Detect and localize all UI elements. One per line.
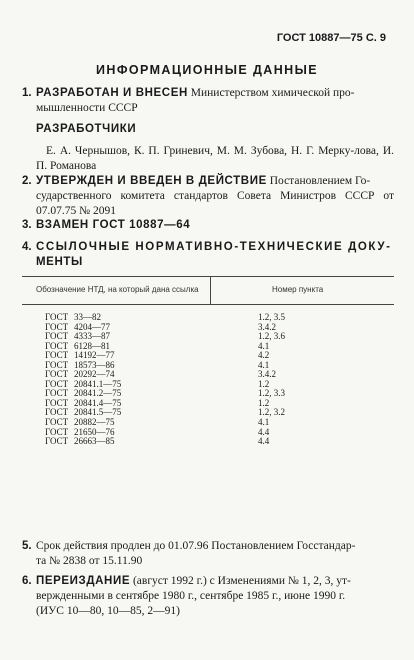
gost-prefix: ГОСТ — [45, 350, 69, 361]
table-row-item: 4.4 — [258, 436, 270, 447]
gost-prefix: ГОСТ — [45, 369, 69, 380]
table-row-item: 1.2, 3.5 — [258, 312, 285, 322]
gost-prefix: ГОСТ — [45, 359, 69, 370]
gost-prefix: ГОСТ — [45, 331, 69, 342]
section-2-number: 2. — [22, 175, 32, 187]
section-1-number: 1. — [22, 87, 32, 99]
doc-number: 4204—77 — [74, 321, 110, 332]
section-6-heading: ПЕРЕИЗДАНИЕ — [36, 575, 131, 587]
table-row-item: 3.4.2 — [258, 321, 276, 332]
section-5-text: Срок действия продлен до 01.07.96 Постановлением Госстандар- — [36, 540, 356, 552]
section-2 — [22, 174, 394, 219]
section-2-text: Постановлением Го- — [266, 175, 371, 187]
table-col-item — [258, 313, 285, 447]
table-row-item: 1.2, 3.3 — [258, 388, 285, 399]
section-6-continuation: вержденными в сентябре 1980 г., сентябре 1985 г., июне 1990 г. — [36, 590, 346, 602]
gost-prefix: ГОСТ — [45, 407, 69, 418]
table-col1-header: Обозначение НТД, на который дана ссылка — [36, 285, 199, 294]
table-column-divider — [210, 276, 211, 304]
section-4 — [22, 240, 394, 270]
table-row-item: 4.1 — [258, 359, 270, 370]
doc-number: 26663—85 — [74, 436, 115, 447]
doc-number: 4333—87 — [74, 331, 110, 342]
table-row-item: 4.4 — [258, 426, 270, 437]
doc-number: 18573—86 — [74, 359, 115, 370]
gost-prefix: ГОСТ — [45, 436, 69, 447]
section-1-text: Министерством химической про- — [187, 87, 355, 99]
table-row-item: 4.1 — [258, 417, 270, 428]
section-1-heading: РАЗРАБОТАН И ВНЕСЕН — [36, 87, 188, 99]
doc-number: 20841.2—75 — [74, 388, 122, 399]
section-4-continuation: МЕНТЫ — [36, 256, 83, 268]
table-row-item: 1.2, 3.6 — [258, 331, 285, 342]
section-4-number: 4. — [22, 241, 32, 253]
section-2-heading: УТВЕРЖДЕН И ВВЕДЕН В ДЕЙСТВИЕ — [36, 175, 267, 187]
gost-prefix: ГОСТ — [45, 388, 69, 399]
table-row-item: 1.2 — [258, 397, 270, 408]
doc-number: 20882—75 — [74, 417, 115, 428]
table-top-rule — [22, 276, 394, 277]
page-title: ИНФОРМАЦИОННЫЕ ДАННЫЕ — [96, 63, 318, 77]
table-row-item: 4.2 — [258, 350, 270, 361]
section-5-number: 5. — [22, 540, 32, 552]
section-2-continuation: сударственного комитета стандартов Совета Министров СССР от 07.07.75 № 2091 — [36, 190, 394, 217]
table-col-gost — [45, 313, 121, 447]
developers-names: Е. А. Чернышов, К. П. Гриневич, М. М. Зубова, Н. Г. Мерку-лова, И. П. Романова — [36, 145, 394, 172]
section-1-continuation: мышленности СССР — [36, 102, 138, 114]
section-6-number: 6. — [22, 575, 32, 587]
developers-heading: РАЗРАБОТЧИКИ — [36, 123, 137, 135]
section-6-text: (август 1992 г.) с Изменениями № 1, 2, 3, ут- — [130, 575, 351, 587]
section-3-number: 3. — [22, 219, 32, 231]
doc-number: 20841.4—75 — [74, 397, 122, 408]
gost-prefix: ГОСТ — [45, 378, 69, 389]
section-3 — [22, 218, 394, 233]
section-6-continuation-2: (ИУС 10—80, 10—85, 2—91) — [36, 605, 180, 617]
table-row-doc — [45, 437, 121, 447]
page-header: ГОСТ 10887—75 С. 9 — [276, 32, 386, 44]
table-row-item: 1.2, 3.2 — [258, 407, 285, 418]
gost-prefix: ГОСТ — [45, 321, 69, 332]
gost-prefix: ГОСТ — [45, 312, 69, 322]
section-1 — [22, 86, 394, 116]
doc-number: 20292—74 — [74, 369, 115, 380]
doc-number: 21650—76 — [74, 426, 115, 437]
doc-number: 33—82 — [74, 312, 101, 322]
table-col2-header: Номер пункта — [272, 285, 324, 294]
doc-number: 20841.5—75 — [74, 407, 122, 418]
gost-prefix: ГОСТ — [45, 426, 69, 437]
gost-prefix: ГОСТ — [45, 340, 69, 351]
doc-number: 14192—77 — [74, 350, 115, 361]
gost-prefix: ГОСТ — [45, 397, 69, 408]
table-row-item: 3.4.2 — [258, 369, 276, 380]
table-header-rule — [22, 304, 394, 305]
section-6 — [22, 574, 394, 619]
doc-number: 20841.1—75 — [74, 378, 122, 389]
section-5-continuation: та № 2838 от 15.11.90 — [36, 555, 143, 567]
section-5 — [22, 539, 394, 569]
section-4-heading: ССЫЛОЧНЫЕ НОРМАТИВНО-ТЕХНИЧЕСКИЕ ДОКУ- — [36, 241, 392, 253]
gost-prefix: ГОСТ — [45, 417, 69, 428]
doc-number: 6128—81 — [74, 340, 110, 351]
table-row-item: 1.2 — [258, 378, 270, 389]
table-row-item: 4.1 — [258, 340, 270, 351]
section-3-heading: ВЗАМЕН ГОСТ 10887—64 — [36, 219, 191, 231]
